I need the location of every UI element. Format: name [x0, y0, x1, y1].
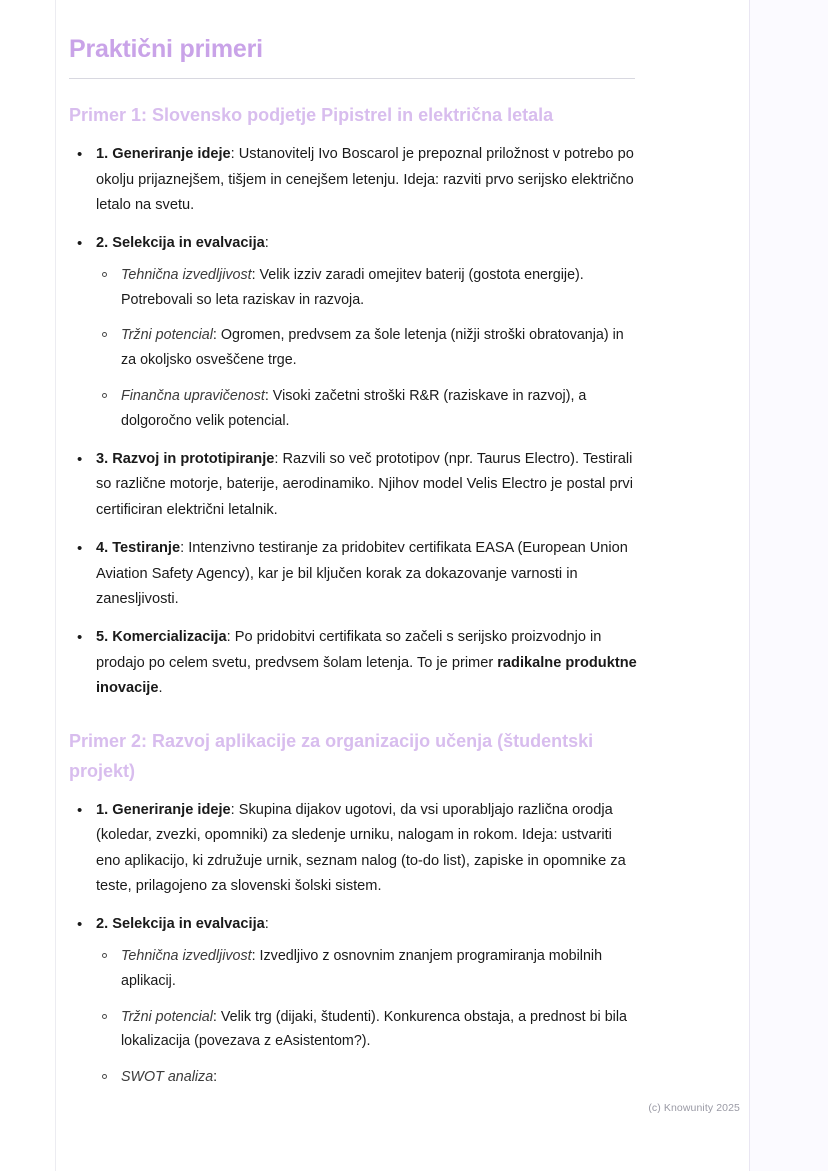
list-item-text: : Po pridobitvi certifikata so začeli s serijsko proizvodnjo in prodajo po celem svetu, predvsem šolam letenja. To je primer: [96, 629, 602, 671]
sublist-item: [96, 1065, 639, 1090]
bullet-icon: •: [77, 235, 83, 253]
title-divider: [69, 78, 635, 79]
sublist: [96, 944, 639, 1090]
bullet-icon: •: [77, 450, 83, 468]
list-primer-1: [69, 142, 639, 701]
sublist-item: [96, 1005, 639, 1055]
list-item-lead: 3. Razvoj in prototipiranje: [96, 450, 275, 467]
sublist-item-text: : Velik trg (dijaki, študenti). Konkurenca obstaja, a prednost bi bila lokalizacija (povezava z eAsistentom?).: [121, 1008, 627, 1050]
sublist-item: [96, 323, 639, 373]
sublist-item: [96, 944, 639, 994]
list-item-lead: 2. Selekcija in evalvacija: [96, 235, 265, 252]
section-heading: Primer 2: Razvoj aplikacije za organizacijo učenja (študentski projekt): [69, 731, 594, 781]
list-item-lead: 1. Generiranje ideje: [96, 146, 231, 163]
list-item-lead: 5. Komercializacija: [96, 629, 227, 646]
sublist-item-lead: Tehnična izvedljivost: [121, 947, 252, 964]
sublist-item-text: : Visoki začetni stroški R&R (raziskave in razvoj), a dolgoročno velik potencial.: [121, 388, 587, 430]
circle-bullet-icon: [102, 1014, 107, 1019]
list-item-lead: 4. Testiranje: [96, 540, 181, 557]
list-item-text-tail: .: [158, 680, 163, 697]
sublist-item-lead: Finančna upravičenost: [121, 388, 265, 405]
circle-bullet-icon: [102, 953, 107, 958]
list-item-text-emphasis: radikalne produktne inovacije: [96, 654, 637, 697]
list-item: [69, 447, 639, 523]
list-item-text: : Skupina dijakov ugotovi, da vsi uporabljajo različna orodja (koledar, zvezki, opomniki) za sledenje urniku, nalogam in rokom. Ideja: ustvariti eno aplikacijo, ki združuje urnik, seznam nalog (to-do list), zapiske in opomnike za teste, prilagojeno za slovenski šolski sistem.: [96, 801, 626, 894]
list-item-text: :: [264, 235, 269, 252]
sublist: [96, 263, 639, 434]
sublist-item: [96, 263, 639, 313]
section-primer-1: [69, 101, 639, 701]
list-item: [69, 798, 639, 900]
document-content: [69, 34, 639, 1103]
sublist-item-text: : Izvedljivo z osnovnim znanjem programiranja mobilnih aplikacij.: [121, 947, 603, 989]
list-item-lead: 1. Generiranje ideje: [96, 801, 231, 818]
list-item-text: : Intenzivno testiranje za pridobitev certifikata EASA (European Union Aviation Safety Agency), kar je bil ključen korak za dokazovanje varnosti in zanesljivosti.: [96, 540, 628, 607]
bullet-icon: •: [77, 916, 83, 934]
circle-bullet-icon: [102, 332, 107, 337]
sublist-item-lead: Tehnična izvedljivost: [121, 266, 252, 283]
list-item: [69, 625, 639, 701]
bullet-icon: •: [77, 146, 83, 164]
section-primer-2: [69, 727, 639, 1090]
list-item-text: :: [264, 916, 269, 933]
sublist-item-text: :: [213, 1069, 218, 1086]
copyright-footer: (c) Knowunity 2025: [648, 1102, 740, 1114]
bullet-icon: •: [77, 629, 83, 647]
list-item: [69, 142, 639, 218]
sublist-item-text: : Ogromen, predvsem za šole letenja (nižji stroški obratovanja) in za okoljsko osveščene trge.: [121, 327, 624, 369]
sublist-item-lead: SWOT analiza: [121, 1069, 214, 1086]
page-title: Praktični primeri: [69, 35, 263, 63]
sublist-item-text: : Velik izziv zaradi omejitev baterij (gostota energije). Potrebovali so leta raziskav in razvoja.: [121, 266, 584, 308]
list-item: [69, 231, 639, 434]
sublist-item-lead: Tržni potencial: [121, 327, 213, 344]
left-margin-rule: [55, 0, 56, 1171]
list-item: [69, 912, 639, 1090]
bullet-icon: •: [77, 801, 83, 819]
list-item-lead: 2. Selekcija in evalvacija: [96, 916, 265, 933]
bullet-icon: •: [77, 540, 83, 558]
list-item-text: : Razvili so več prototipov (npr. Taurus Electro). Testirali so različne motorje, baterije, aerodinamiko. Njihov model Velis Electro je postal prvi certificiran električni letalnik.: [96, 450, 633, 518]
sublist-item-lead: Tržni potencial: [121, 1008, 213, 1025]
sublist-item: [96, 384, 639, 434]
list-item: [69, 536, 639, 612]
list-item-text: : Ustanovitelj Ivo Boscarol je prepoznal priložnost v potrebo po okolju prijaznejšem, tišjem in cenejšem letenju. Ideja: razviti prvo serijsko električno letalo na svetu.: [96, 146, 634, 213]
right-margin-rail: [749, 0, 828, 1171]
list-primer-2: [69, 798, 639, 1090]
circle-bullet-icon: [102, 1074, 107, 1079]
section-heading: Primer 1: Slovensko podjetje Pipistrel in električna letala: [69, 105, 554, 125]
circle-bullet-icon: [102, 393, 107, 398]
circle-bullet-icon: [102, 272, 107, 277]
